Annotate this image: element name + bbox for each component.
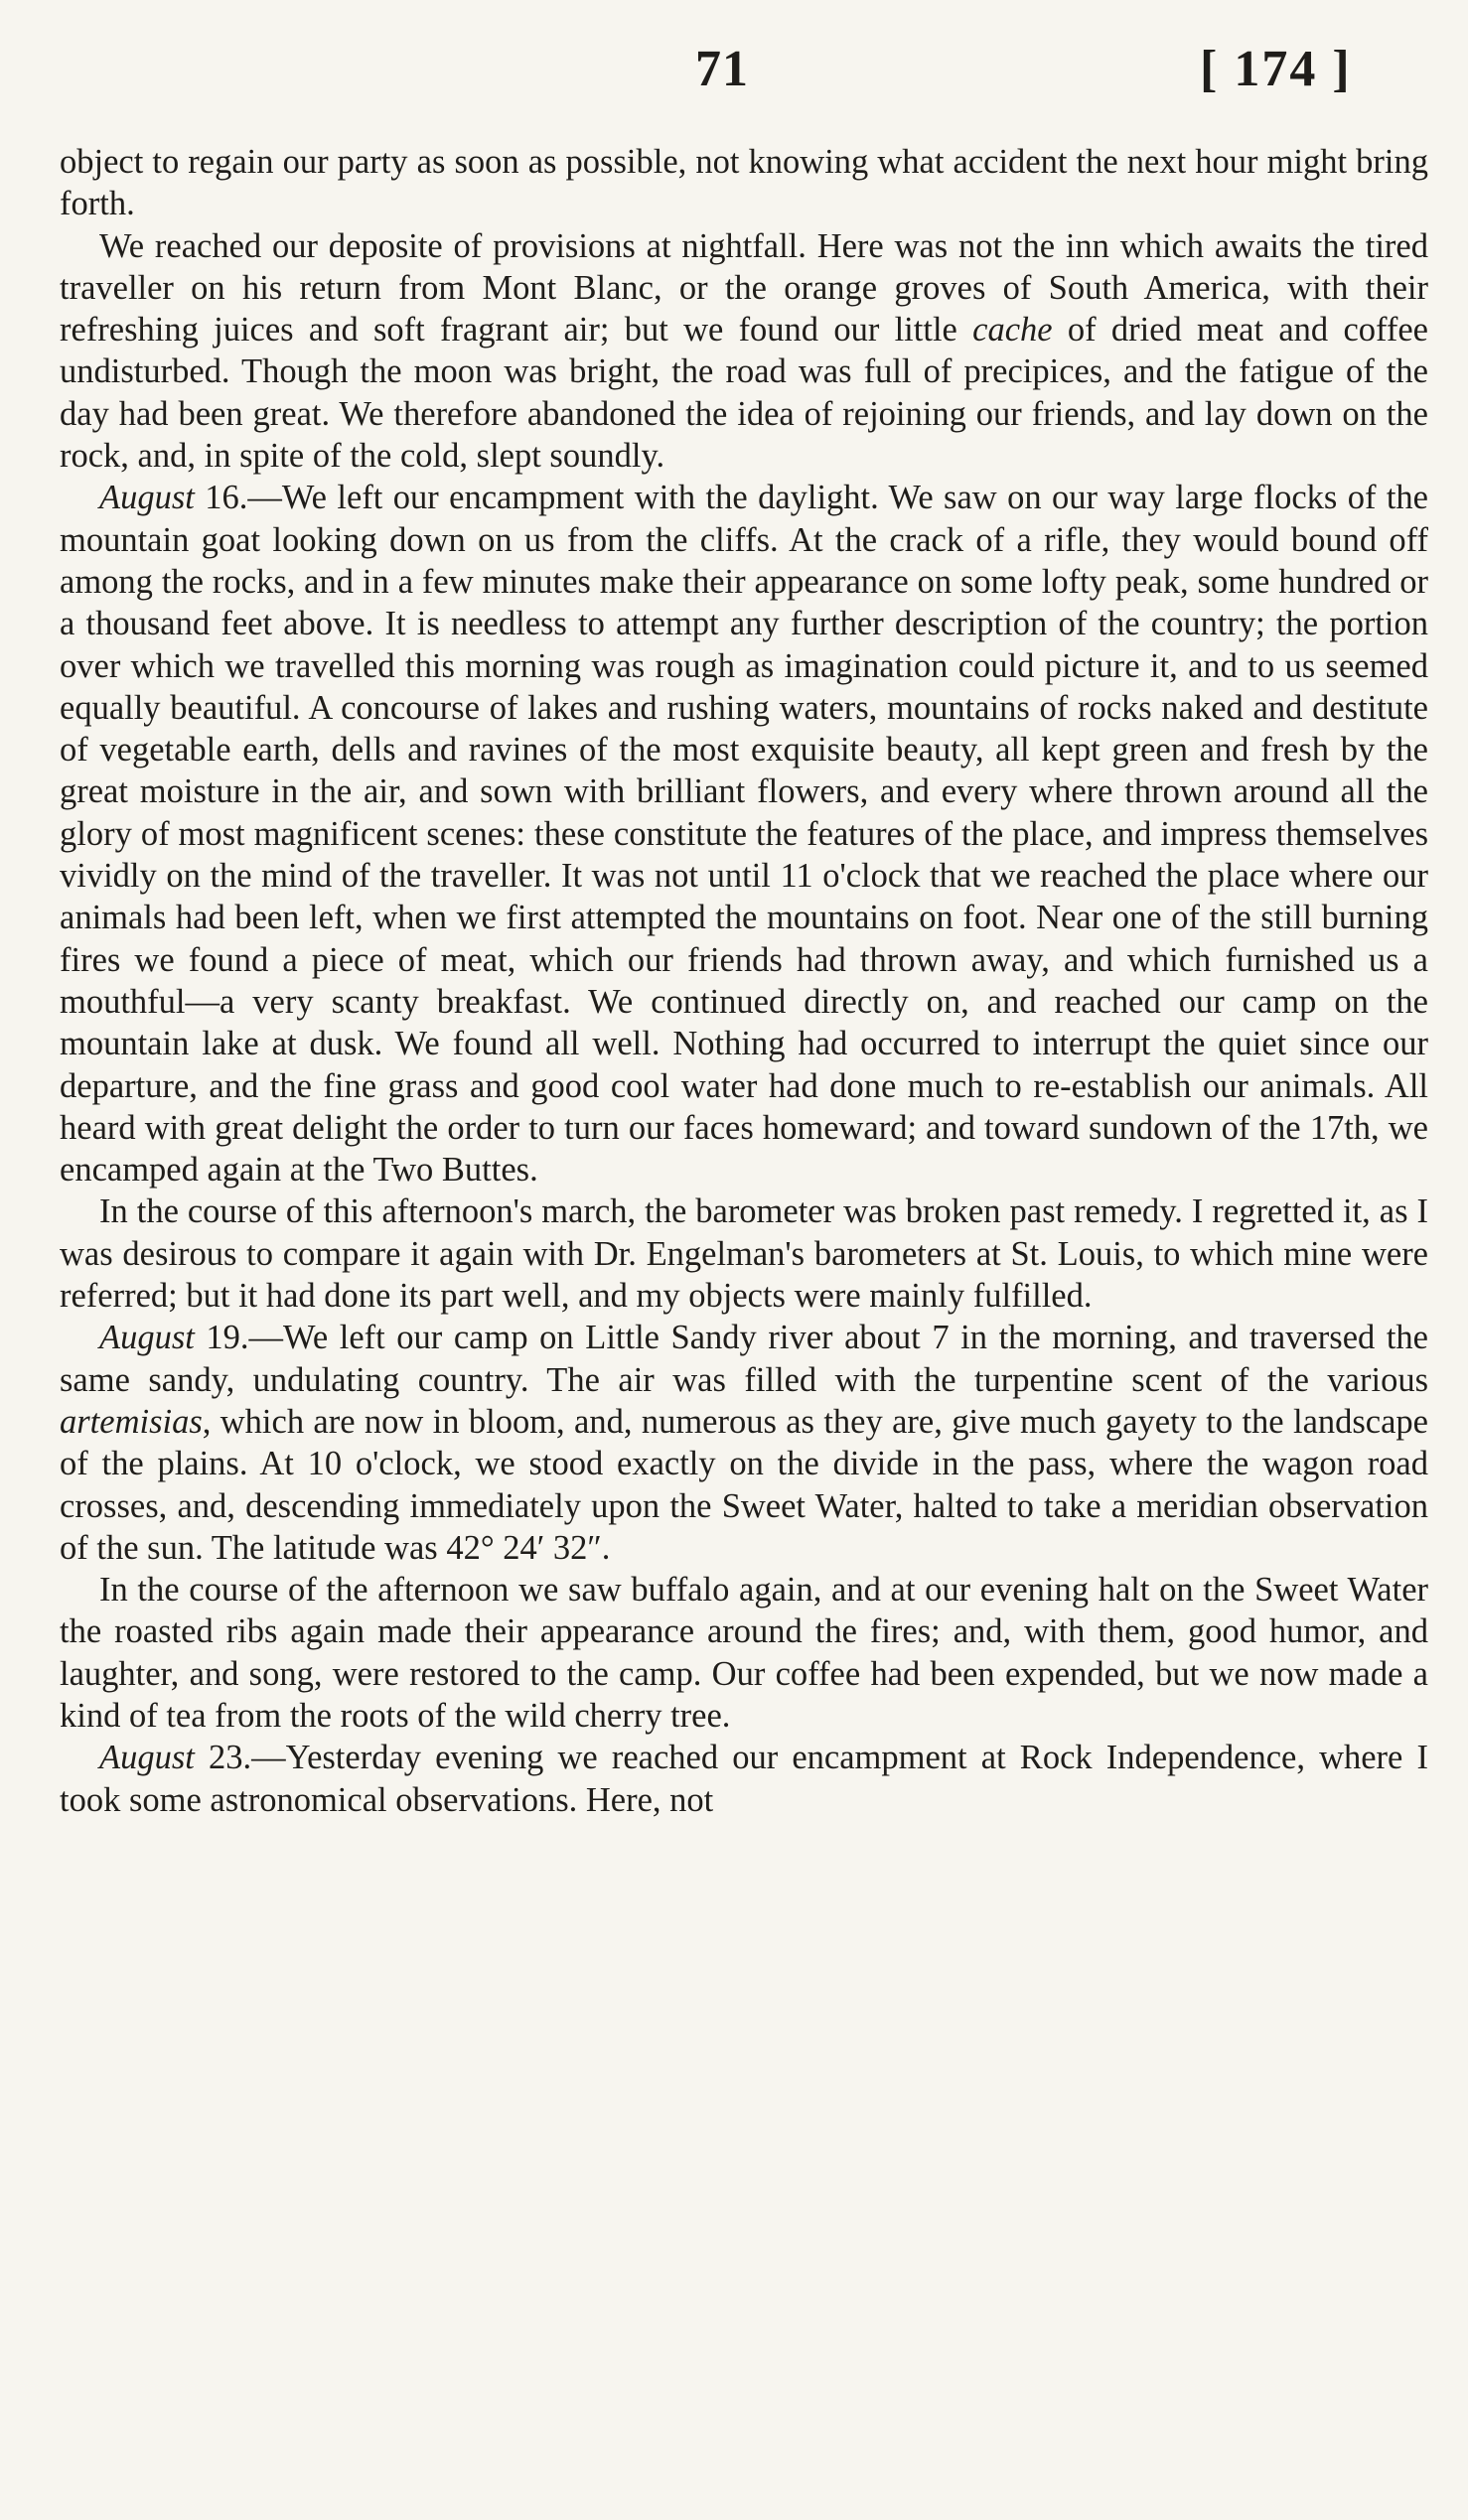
paragraph-text: In the course of the afternoon we saw buffalo again, and at our evening halt on the Sweet Water the roasted ribs again made their appearance around the fires; and, with them, good humor, and laughter, and song, were restored to the camp. Our coffee had been expended, but we now made a kind of tea from the roots of the wild cherry tree.: [60, 1571, 1428, 1735]
italic-term-artemisias: artemisias: [60, 1402, 203, 1441]
page-header: [0, 40, 1468, 99]
bracketed-page-number: [ 174 ]: [1200, 41, 1352, 97]
paragraph-august-23: [60, 1737, 1428, 1821]
paragraph-barometer: [60, 1190, 1428, 1317]
page-number: 71: [695, 41, 749, 97]
paragraph-continuation: [60, 141, 1428, 225]
italic-term-cache: cache: [972, 311, 1053, 350]
date-label: August: [99, 479, 195, 517]
paragraph-text-end: of dried meat and coffee undisturbed. Though the moon was bright, the road was full of precipices, and the fatigue of the day had been great. We therefore abandoned the idea of rejoining our friends, and lay down on the rock, and, in spite of the cold, slept soundly.: [60, 311, 1428, 476]
paragraph-text-start: We reached our deposite of provisions at nightfall. Here was not the inn which awaits the tired traveller on his return from Mont Blanc, or the orange groves of South America, with their refreshing juices and soft fragrant air; but we found our little: [60, 226, 1428, 350]
paragraph-text: 16.—We left our encampment with the daylight. We saw on our way large flocks of the mountain goat looking down on us from the cliffs. At the crack of a rifle, they would bound off among the rocks, and in a few minutes make their appearance on some lofty peak, some hundred or a thousand feet above. It is needless to attempt any further description of the country; the portion over which we travelled this morning was rough as imagination could picture it, and to us seemed equally beautiful. A concourse of lakes and rushing waters, mountains of rocks naked and destitute of vegetable earth, dells and ravines of the most exquisite beauty, all kept green and fresh by the great moisture in the air, and sown with brilliant flowers, and every where thrown around all the glory of most magnificent scenes: these constitute the features of the place, and impress themselves vividly on the mind of the traveller. It was not until 11 o'clock that we reached the place where our animals had been left, when we first attempted the mountains on foot. Near one of the still burning fires we found a piece of meat, which our friends had thrown away, and which furnished us a mouthful—a very scanty breakfast. We continued directly on, and reached our camp on the mountain lake at dusk. We found all well. Nothing had occurred to interrupt the quiet since our departure, and the fine grass and good cool water had done much to re-establish our animals. All heard with great delight the order to turn our faces homeward; and toward sundown of the 17th, we encamped again at the Two Buttes.: [60, 479, 1428, 1190]
paragraph-text: object to regain our party as soon as possible, not knowing what accident the next hour might bring forth.: [60, 143, 1428, 223]
paragraph-text: In the course of this afternoon's march, the barometer was broken past remedy. I regretted it, as I was desirous to compare it again with Dr. Engelman's barometers at St. Louis, to which mine were referred; but it had done its part well, and my objects were mainly fulfilled.: [60, 1192, 1428, 1316]
paragraph-deposite: [60, 225, 1428, 478]
date-label: August: [99, 1739, 195, 1777]
paragraph-text-end: , which are now in bloom, and, numerous as they are, give much gayety to the landscape of the plains. At 10 o'clock, we stood exactly on the divide in the pass, where the wagon road crosses, and, descending immediately upon the Sweet Water, halted to take a meridian observation of the sun. The latitude was 42° 24′ 32″.: [60, 1402, 1428, 1567]
paragraph-buffalo: [60, 1569, 1428, 1737]
date-label: August: [99, 1319, 195, 1357]
paragraph-text: 23.—Yesterday evening we reached our encampment at Rock Independence, where I took some astronomical observations. Here, not: [60, 1739, 1428, 1819]
paragraph-text-start: 19.—We left our camp on Little Sandy river about 7 in the morning, and traversed the same sandy, undulating country. The air was filled with the turpentine scent of the various: [60, 1319, 1428, 1399]
body-text: [60, 141, 1428, 1821]
paragraph-august-19: [60, 1317, 1428, 1569]
paragraph-august-16: [60, 477, 1428, 1190]
